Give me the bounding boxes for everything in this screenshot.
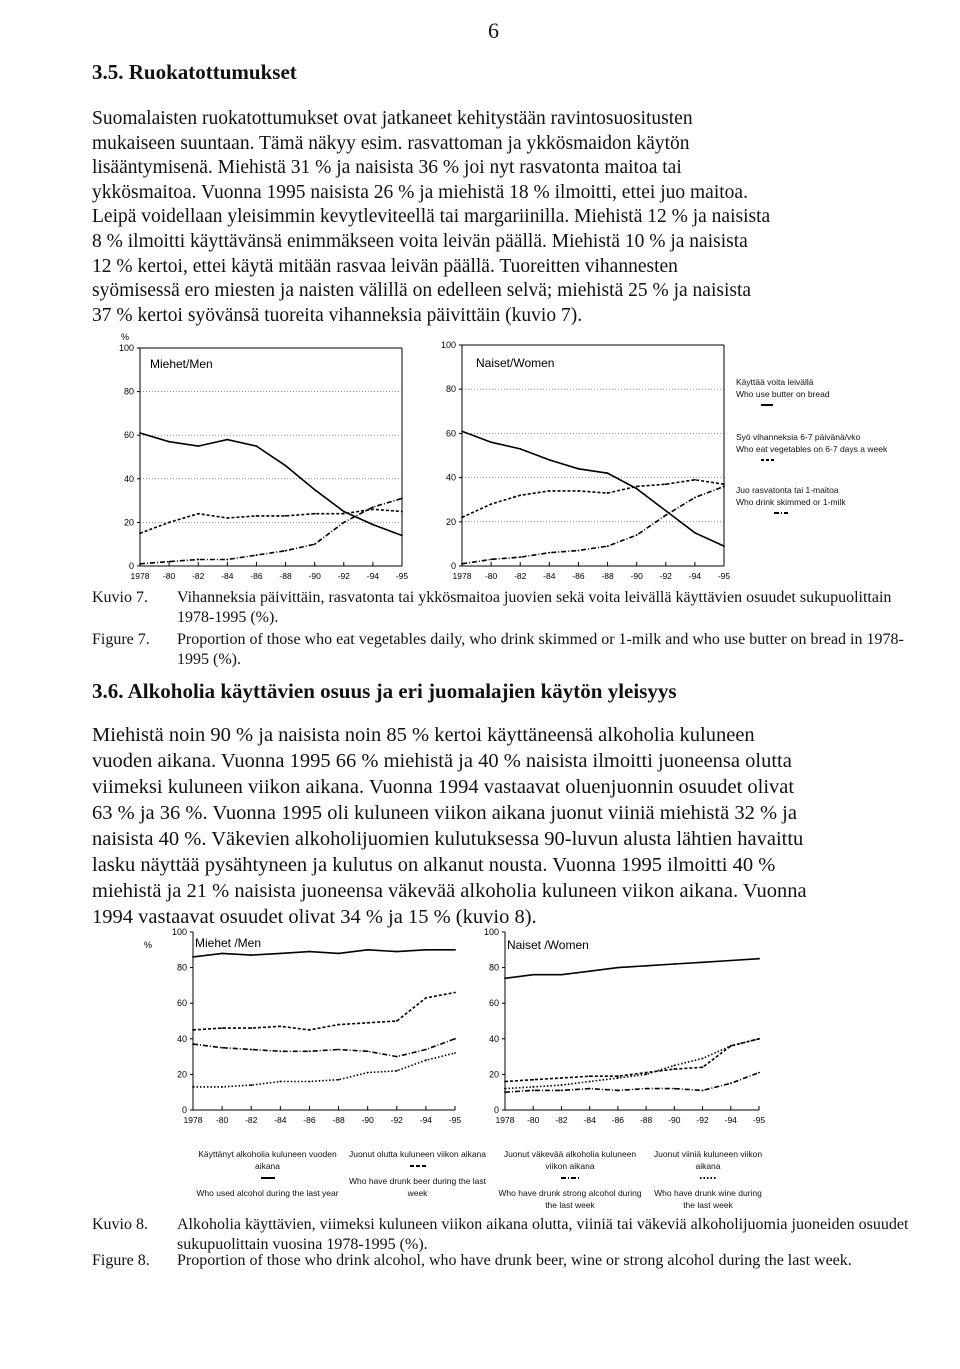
x-tick-label: 1978 [495,1115,515,1125]
data-point [702,1090,704,1092]
data-point [285,465,287,467]
data-point [256,554,258,556]
data-point [490,503,492,505]
x-tick-label: -92 [696,1115,709,1125]
paragraph-line: syömisessä ero miesten ja naisten välillä on edelleen selvä; miehistä 25 % ja naisista [92,280,752,302]
y-axis-label: % [120,332,130,342]
data-point [723,486,725,488]
data-point [645,1088,647,1090]
data-point [548,459,550,461]
data-point [168,522,170,524]
fig8-legend-item [495,1148,645,1211]
x-tick-label: -90 [361,1115,374,1125]
page-number: 6 [488,18,499,43]
data-point [226,439,228,441]
y-tick-label: 80 [123,386,134,397]
data-point [519,494,521,496]
data-point [636,488,638,490]
legend-swatch-solid [248,1172,288,1184]
data-point [401,498,403,500]
legend-label-fi: Syö vihanneksia 6-7 päivänä/vko [736,432,861,442]
legend-label-en: Who use butter on bread [736,389,830,399]
legend-label-en: Who eat vegetables on 6-7 days a week [736,444,888,454]
data-point [532,1079,534,1081]
data-point [490,558,492,560]
data-point [532,1086,534,1088]
data-point [226,517,228,519]
data-point [338,1024,340,1026]
data-point [589,970,591,972]
data-point [425,949,427,951]
section-heading-3-5: 3.5. Ruokatottumukset [92,60,297,84]
data-point [607,545,609,547]
data-point [548,552,550,554]
paragraph-line: lasku näyttää pysähtyneen ja kulutus on alkanut nousta. Vuonna 1995 ilmoitti 40 % [92,854,776,876]
data-point [758,958,760,960]
data-point [401,511,403,513]
x-tick-label: -82 [555,1115,568,1125]
fig7-legend-item [736,376,936,400]
data-point [730,1082,732,1084]
legend-label-fi: Juonut olutta kuluneen viikon aikana [348,1149,487,1159]
data-point [454,1052,456,1054]
x-tick-label: -84 [221,571,234,581]
x-tick-label: -88 [332,1115,345,1125]
data-point [314,513,316,515]
y-tick-label: 20 [176,1069,187,1080]
data-point [694,532,696,534]
data-point [250,954,252,956]
y-tick-label: 100 [483,927,499,937]
legend-label-fi: Juonut viiniä kuluneen viikon aikana [653,1149,763,1171]
series-line [193,1053,455,1087]
data-point [758,1038,760,1040]
figure-8-caption [92,1215,928,1285]
data-point [694,497,696,499]
data-point [645,965,647,967]
data-point [617,1090,619,1092]
x-tick-label: -95 [752,1115,766,1125]
data-point [367,1022,369,1024]
x-tick-label: -90 [668,1115,681,1125]
data-point [425,1049,427,1051]
data-point [396,1020,398,1022]
x-tick-label: 1978 [452,571,472,581]
paragraph-line: Miehistä noin 90 % ja naisista noin 85 % kertoi käyttäneensä alkoholia kuluneen [92,724,755,746]
data-point [561,1077,563,1079]
series-line [193,1039,455,1057]
x-tick-label: -88 [639,1115,653,1125]
data-point [343,522,345,524]
legend-label-fi: Juo rasvatonta tai 1-maitoa [736,485,839,495]
paragraph-line: vuoden aikana. Vuonna 1995 66 % miehistä ja 40 % naisista ilmoitti juoneensa olutta [92,750,792,772]
legend-label-en: Who drink skimmed or 1-milk [736,497,846,507]
data-point [372,506,374,508]
fig7-legend-item [736,484,936,508]
data-point [250,1049,252,1051]
y-tick-label: 0 [128,561,134,571]
data-point [309,1029,311,1031]
x-tick-label: 1978 [183,1115,203,1125]
x-tick-label: -95 [717,571,731,581]
data-point [285,515,287,517]
x-tick-label: -94 [724,1115,737,1125]
series-line [462,431,724,546]
section-heading-3-6: 3.6. Alkoholia käyttävien osuus ja eri juomalajien käytön yleisyys [92,679,677,703]
data-point [504,1088,506,1090]
data-point [730,960,732,962]
figure-7-caption [92,588,920,672]
series-line [140,498,402,563]
y-tick-label: 20 [445,516,456,527]
paragraph-line: miehistä ja 21 % naisista juoneensa väkevää alkoholia kuluneen viikon aikana. Vuonna [92,880,807,902]
data-point [396,951,398,953]
data-point [197,445,199,447]
data-point [504,1091,506,1093]
data-point [250,1084,252,1086]
data-point [561,1084,563,1086]
data-point [645,1072,647,1074]
data-point [425,1059,427,1061]
data-point [338,1079,340,1081]
x-tick-label: -80 [527,1115,540,1125]
series-line [505,1039,759,1082]
data-point [192,1086,194,1088]
data-point [367,1050,369,1052]
paragraph-line: 8 % ilmoitti käyttävänsä enimmäkseen voita leivän päällä. Miehistä 10 % ja naisista [92,230,748,252]
paragraph-line: mukaiseen suuntaan. Tämä näkyy esim. rasvattoman ja ykkösmaidon käytön [92,132,690,154]
paragraph-line: 63 % ja 36 %. Vuonna 1995 oli kuluneen viikon aikana juonut viiniä miehistä 32 % ja [92,802,797,824]
data-point [645,1074,647,1076]
data-point [279,1081,281,1083]
x-tick-label: -84 [274,1115,287,1125]
legend-label-en: Who have drunk strong alcohol during the last week [498,1188,642,1210]
y-tick-label: 60 [176,998,187,1009]
caption-label: Kuvio 7. [92,589,148,606]
data-point [723,483,725,485]
data-point [314,489,316,491]
y-tick-label: 60 [123,430,134,441]
data-point [636,486,638,488]
paragraph-line: lisääntymisenä. Miehistä 31 % ja naisista 36 % joi nyt rasvatonta maitoa tai [92,157,682,179]
data-point [665,510,667,512]
data-point [226,559,228,561]
data-point [256,515,258,517]
x-tick-label: 1978 [130,571,150,581]
paragraph-line: naisista 40 %. Väkevien alkoholijuomien kulutuksessa 90-luvun alusta lähtien havaittu [92,828,804,850]
caption-text: Proportion of those who drink alcohol, who have drunk beer, wine or strong alcohol during the last week. [177,1252,852,1269]
data-point [425,997,427,999]
data-point [673,1065,675,1067]
data-point [309,1081,311,1083]
panel-title: Miehet/Men [150,357,213,371]
data-point [578,550,580,552]
figure-8-charts [0,920,960,1140]
data-point [589,1081,591,1083]
data-point [279,1025,281,1027]
y-tick-label: 80 [488,962,499,973]
y-tick-label: 0 [450,561,456,571]
fig7-legend-item [736,431,936,455]
data-point [338,952,340,954]
legend-swatch-dashed [398,1160,438,1172]
data-point [665,514,667,516]
fig8-legend-item [345,1148,490,1199]
legend-label-en: Who have drunk beer during the last week [348,1176,487,1198]
panel-title: Miehet /Men [195,936,262,950]
x-tick-label: -92 [659,571,672,581]
data-point [519,448,521,450]
data-point [758,1072,760,1074]
series-line [193,950,455,957]
y-tick-label: 60 [445,428,456,439]
data-point [197,559,199,561]
series-line [505,959,759,979]
series-line [505,1073,759,1093]
data-point [636,534,638,536]
data-point [221,952,223,954]
paragraph-line: Leipä voidellaan yleisimmin kevytleviteellä tai margariinilla. Miehistä 12 % ja naisista [92,206,771,228]
data-point [702,1057,704,1059]
y-tick-label: 20 [123,517,134,528]
x-tick-label: -88 [279,571,292,581]
data-point [279,952,281,954]
data-point [343,511,345,513]
x-tick-label: -94 [688,571,702,581]
data-point [607,472,609,474]
data-point [396,1070,398,1072]
y-tick-label: 20 [488,1069,499,1080]
x-tick-label: -90 [630,571,643,581]
data-point [401,535,403,537]
data-point [454,992,456,994]
data-point [168,561,170,563]
data-point [617,1077,619,1079]
data-point [561,1090,563,1092]
data-point [309,951,311,953]
x-tick-label: -95 [448,1115,462,1125]
y-tick-label: 0 [181,1105,187,1115]
fig7-legend-swatch-milk [736,508,796,518]
data-point [504,977,506,979]
data-point [617,1075,619,1077]
y-tick-label: 40 [488,1033,499,1044]
x-tick-label: -86 [572,571,585,581]
data-point [221,1086,223,1088]
data-point [702,1066,704,1068]
x-tick-label: -86 [303,1115,316,1125]
data-point [192,1029,194,1031]
data-point [314,543,316,545]
legend-label-fi: Käyttänyt alkoholia kuluneen vuoden aikana [198,1149,337,1171]
paragraph-line: viimeksi kuluneen viikon aikana. Vuonna 1994 vastaavat oluenjuonnin osuudet olivat [92,776,795,798]
data-point [673,1068,675,1070]
x-tick-label: -92 [390,1115,403,1125]
data-point [730,1045,732,1047]
data-point [702,961,704,963]
data-point [532,974,534,976]
data-point [192,1043,194,1045]
data-point [673,1088,675,1090]
series-line [505,1039,759,1089]
x-tick-label: -86 [611,1115,625,1125]
data-point [396,1056,398,1058]
data-point [578,490,580,492]
data-point [343,513,345,515]
panel-title: Naiset /Women [507,938,589,952]
data-point [490,441,492,443]
x-tick-label: -80 [162,571,176,581]
data-point [279,1050,281,1052]
caption-label: Kuvio 8. [92,1216,148,1233]
paragraph-line: 12 % kertoi, ettei käytä mitään rasvaa leivän päällä. Tuoreitten vihannesten [92,255,678,277]
x-tick-label: -94 [366,571,380,581]
caption-text: Vihanneksia päivittäin, rasvatonta tai ykkösmaitoa juovien sekä voita leivällä käyttävien osuudet sukupuolittain 1978-1995 (%). [177,589,892,626]
x-tick-label: -88 [601,571,614,581]
panel-title: Naiset/Women [476,356,555,370]
section-3-5-paragraph [92,107,920,328]
data-point [221,1047,223,1049]
y-tick-label: 80 [445,384,456,395]
caption-text: Proportion of those who eat vegetables daily, who drink skimmed or 1-milk and who use butter on bread in 1978-1995 (%). [177,631,904,668]
x-tick-label: -80 [215,1115,229,1125]
x-tick-label: -86 [250,571,263,581]
caption-label: Figure 7. [92,631,150,648]
fig8-legend-item [648,1148,768,1211]
y-tick-label: 0 [493,1105,499,1115]
y-tick-label: 40 [123,473,134,484]
x-tick-label: -80 [484,571,498,581]
data-point [578,468,580,470]
data-point [461,516,463,518]
y-tick-label: 60 [488,998,499,1009]
data-point [461,430,463,432]
series-line [462,480,724,518]
x-tick-label: -94 [419,1115,433,1125]
data-point [532,1090,534,1092]
data-point [723,545,725,547]
data-point [139,432,141,434]
y-tick-label: 100 [171,927,187,937]
legend-label-fi: Juonut väkevää alkoholia kuluneen viikon aikana [503,1149,637,1171]
paragraph-line: 1994 vastaavat osuudet olivat 34 % ja 15 % (kuvio 8). [92,906,537,928]
x-tick-label: -95 [395,571,409,581]
legend-label-en: Who used alcohol during the last year [196,1188,339,1198]
data-point [561,974,563,976]
data-point [309,1050,311,1052]
paragraph-line: ykkösmaitoa. Vuonna 1995 naisista 26 % ja miehistä 18 % ilmoitti, ettei juo maitoa. [92,181,748,203]
data-point [454,949,456,951]
data-point [372,524,374,526]
y-tick-label: 40 [176,1033,187,1044]
paragraph-line: 37 % kertoi syövänsä tuoreita vihanneksia päivittäin (kuvio 7). [92,304,583,326]
data-point [168,441,170,443]
data-point [665,483,667,485]
data-point [192,956,194,958]
data-point [256,445,258,447]
x-tick-label: -82 [245,1115,258,1125]
data-point [519,556,521,558]
data-point [197,513,199,515]
data-point [461,563,463,565]
data-point [673,963,675,965]
data-point [617,967,619,969]
legend-label-en: Who have drunk wine during the last week [654,1188,762,1210]
data-point [372,508,374,510]
data-point [139,563,141,565]
data-point [250,1027,252,1029]
legend-swatch-dashdot [550,1172,590,1184]
data-point [694,479,696,481]
caption-text: Alkoholia käyttävien, viimeksi kuluneen viikon aikana olutta, viiniä tai väkeviä alkoholijuomia juoneiden osuudet sukupuolittain vuosina 1978-1995 (%). [177,1216,909,1253]
x-tick-label: -84 [543,571,556,581]
data-point [589,1088,591,1090]
data-point [367,1072,369,1074]
section-3-6-paragraph [92,722,920,930]
fig7-legend-swatch-vegetables [736,455,796,465]
legend-label-fi: Käyttää voita leivällä [736,377,814,387]
x-tick-label: -82 [192,571,205,581]
legend-swatch-dotted [688,1172,728,1184]
data-point [338,1049,340,1051]
x-tick-label: -84 [583,1115,596,1125]
figure-7-charts [0,330,960,590]
y-tick-label: 100 [440,340,456,350]
fig7-legend-swatch-butter [736,400,796,410]
y-tick-label: 100 [118,343,134,353]
series-line [193,993,455,1030]
data-point [285,550,287,552]
data-point [607,492,609,494]
fig8-legend-item [195,1148,340,1199]
caption-label: Figure 8. [92,1252,150,1269]
data-point [504,1081,506,1083]
x-tick-label: -82 [514,571,527,581]
x-tick-label: -90 [308,571,321,581]
paragraph-line: Suomalaisten ruokatottumukset ovat jatkaneet kehitystään ravintosuositusten [92,108,693,129]
data-point [221,1027,223,1029]
y-tick-label: 80 [176,962,187,973]
y-axis-label: % [143,940,153,950]
y-tick-label: 40 [445,472,456,483]
x-tick-label: -92 [337,571,350,581]
data-point [589,1075,591,1077]
data-point [139,532,141,534]
data-point [454,1038,456,1040]
data-point [548,490,550,492]
data-point [367,949,369,951]
